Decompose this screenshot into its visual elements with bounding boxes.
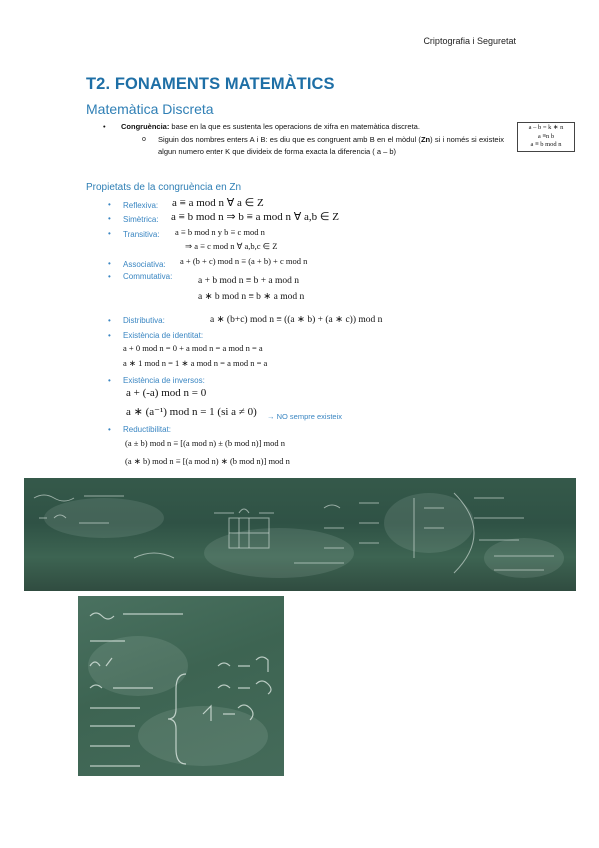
prop-transitiva-math: a ≡ b mod n y b ≡ c mod n [175, 227, 265, 237]
inversos-note: → NO sempre existeix [267, 412, 343, 421]
page-subtitle: Matemàtica Discreta [86, 101, 214, 117]
prop-identitat-label: Existència de identitat: [123, 331, 204, 340]
prop-reductibilitat-label: Reductibilitat: [123, 425, 172, 434]
prop-distributiva-math: a ∗ (b+c) mod n ≡ ((a ∗ b) + (a ∗ c)) mod n [210, 315, 383, 325]
prop-transitiva-math: ⇒ a ≡ c mod n ∀ a,b,c ∈ Z [185, 241, 278, 251]
header-course: Criptografia i Seguretat [423, 36, 516, 46]
formula-line: a – b = k ∗ n [528, 124, 564, 131]
prop-bullet: • [108, 200, 111, 209]
prop-bullet: • [108, 425, 111, 434]
prop-associativa-math: a + (b + c) mod n ≡ (a + b) + c mod n [180, 256, 308, 266]
chalkboard-photo [24, 478, 576, 591]
section-heading: Propietats de la congruència en Zn [86, 182, 242, 193]
prop-inversos-math: a ∗ (a⁻¹) mod n = 1 (si a ≠ 0) [126, 406, 257, 418]
congruencia-text [121, 122, 501, 132]
formula-line: a ≡n b [537, 132, 555, 140]
formula-line: a ≡ b mod n [530, 141, 562, 148]
prop-bullet: • [108, 229, 111, 238]
prop-distributiva-label: Distributiva: [123, 316, 165, 325]
prop-associativa-label: Associativa: [123, 260, 166, 269]
prop-identitat-math: a + 0 mod n = 0 + a mod n = a mod n = a [123, 343, 263, 353]
prop-reductibilitat-math: (a ∗ b) mod n ≡ [(a mod n) ∗ (b mod n)] mod n [125, 456, 290, 466]
chalk-marks [24, 478, 576, 591]
prop-identitat-math: a ∗ 1 mod n = 1 ∗ a mod n = a mod n = a [123, 358, 268, 368]
prop-bullet: • [108, 259, 111, 268]
prop-bullet: • [108, 331, 111, 340]
congruencia-label: Congruència: [121, 122, 170, 131]
bullet-dot: • [103, 122, 106, 131]
prop-bullet: • [108, 214, 111, 223]
prop-reductibilitat-math: (a ± b) mod n ≡ [(a mod n) ± (b mod n)] mod n [125, 438, 286, 448]
prop-transitiva-label: Transitiva: [123, 230, 160, 239]
prop-reflexiva-math: a ≡ a mod n ∀ a ∈ Z [172, 197, 264, 209]
prop-commutativa-label: Commutativa: [123, 272, 173, 281]
prop-commutativa-math: a ∗ b mod n ≡ b ∗ a mod n [198, 292, 305, 302]
prop-bullet: • [108, 272, 111, 281]
definition-zn: Zn [420, 135, 431, 144]
prop-inversos-label: Existència de inversos: [123, 376, 205, 385]
prop-commutativa-math: a + b mod n ≡ b + a mod n [198, 276, 300, 286]
prop-bullet: • [108, 316, 111, 325]
prop-bullet: • [108, 376, 111, 385]
congruencia-desc: base en la que es sustenta les operacions de xifra en matemàtica discreta. [169, 122, 420, 131]
prop-inversos-math: a + (-a) mod n = 0 [126, 387, 207, 399]
definition-part-a: Siguin dos nombres enters A i B: es diu que es congruent amb B en el mòdul ( [158, 135, 421, 144]
prop-simetrica-label: Simètrica: [123, 215, 159, 224]
congruence-formula-box [517, 122, 575, 152]
prop-reflexiva-label: Reflexiva: [123, 201, 159, 210]
sub-bullet-dot: o [142, 136, 146, 143]
prop-simetrica-math: a ≡ b mod n ⇒ b ≡ a mod n ∀ a,b ∈ Z [171, 211, 339, 223]
chalk-marks [78, 596, 284, 776]
definition-part-b: ) si i només si existeix algun numero enter K que divideix de forma exacta la diferencia ( a – b) [158, 135, 504, 156]
chalkboard-photo [78, 596, 284, 776]
page-title: T2. FONAMENTS MATEMÀTICS [86, 75, 335, 93]
congruencia-definition [158, 134, 504, 157]
